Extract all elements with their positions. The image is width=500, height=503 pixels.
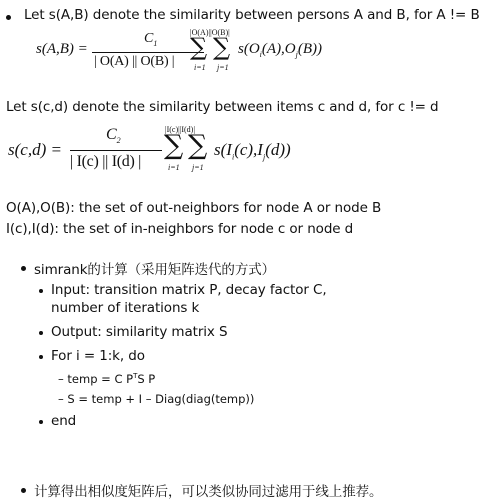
formula2-sigma-inner: ∑ [188, 130, 208, 161]
bullet-input [39, 289, 43, 293]
formula1-fraction-bar [92, 52, 204, 53]
formula2-sigma-outer: ∑ [164, 130, 184, 161]
intro-line-persons: Let s(A,B) denote the similarity between persons A and B, for A != B [24, 7, 480, 23]
simrank-step-temp: – temp = C $P^TS$ P [58, 372, 156, 386]
bullet-intro [6, 15, 11, 20]
bullet-loop [39, 355, 43, 359]
footer-recommendation: 计算得出相似度矩阵后，可以类似协同过滤用于线上推荐。 [34, 484, 383, 500]
simrank-title: simrank的计算（采用矩阵迭代的方式） [34, 262, 276, 278]
simrank-end: end [51, 413, 77, 429]
formula1-lhs: s(A,B) = [36, 41, 88, 57]
bullet-footer [21, 488, 26, 493]
bullet-output [39, 331, 43, 335]
formula2-sum-lower-i: i=1 [168, 163, 180, 172]
formula1-sum-lower-i: i=1 [194, 63, 206, 72]
bullet-end [39, 420, 43, 424]
formula2-sum-upper: |I(c)||I(d)| [165, 125, 195, 134]
formula1-denominator: | O(A) || O(B) | [94, 54, 175, 69]
bullet-simrank [21, 266, 26, 271]
formula1-numerator: $C_1$ [144, 31, 158, 48]
definition-out-neighbors: O(A),O(B): the set of out-neighbors for node A or node B [6, 200, 382, 216]
simrank-input-line1: Input: transition matrix P, decay factor C, [51, 282, 327, 298]
formula1-sigma-inner: ∑ [213, 33, 231, 61]
formula2-sum-lower-j: j=1 [192, 163, 204, 172]
formula1-sigma-outer: ∑ [190, 33, 208, 61]
formula2-term: $s(I_i(c),I_j(d))$ [214, 140, 291, 162]
formula1-sum-lower-j: j=1 [217, 63, 229, 72]
simrank-input-line2: number of iterations k [51, 300, 200, 316]
formula2-denominator: | I(c) || I(d) | [70, 153, 142, 170]
formula2-lhs: s(c,d) = [8, 140, 62, 159]
formula2-fraction-bar [70, 150, 162, 151]
simrank-output: Output: similarity matrix S [51, 324, 228, 340]
formula1-term: $s(O_i(A),O_j(B))$ [238, 41, 323, 59]
formula2-numerator: $C_2$ [106, 126, 121, 146]
simrank-loop: For i = 1:k, do [51, 348, 145, 364]
simrank-step-update: – S = temp + I – Diag(diag(temp)) [58, 392, 255, 406]
definition-in-neighbors: I(c),I(d): the set of in-neighbors for node c or node d [6, 221, 354, 237]
intro-line-items: Let s(c,d) denote the similarity between items c and d, for c != d [6, 99, 439, 115]
formula1-sum-upper: |O(A)||O(B)| [190, 28, 230, 37]
